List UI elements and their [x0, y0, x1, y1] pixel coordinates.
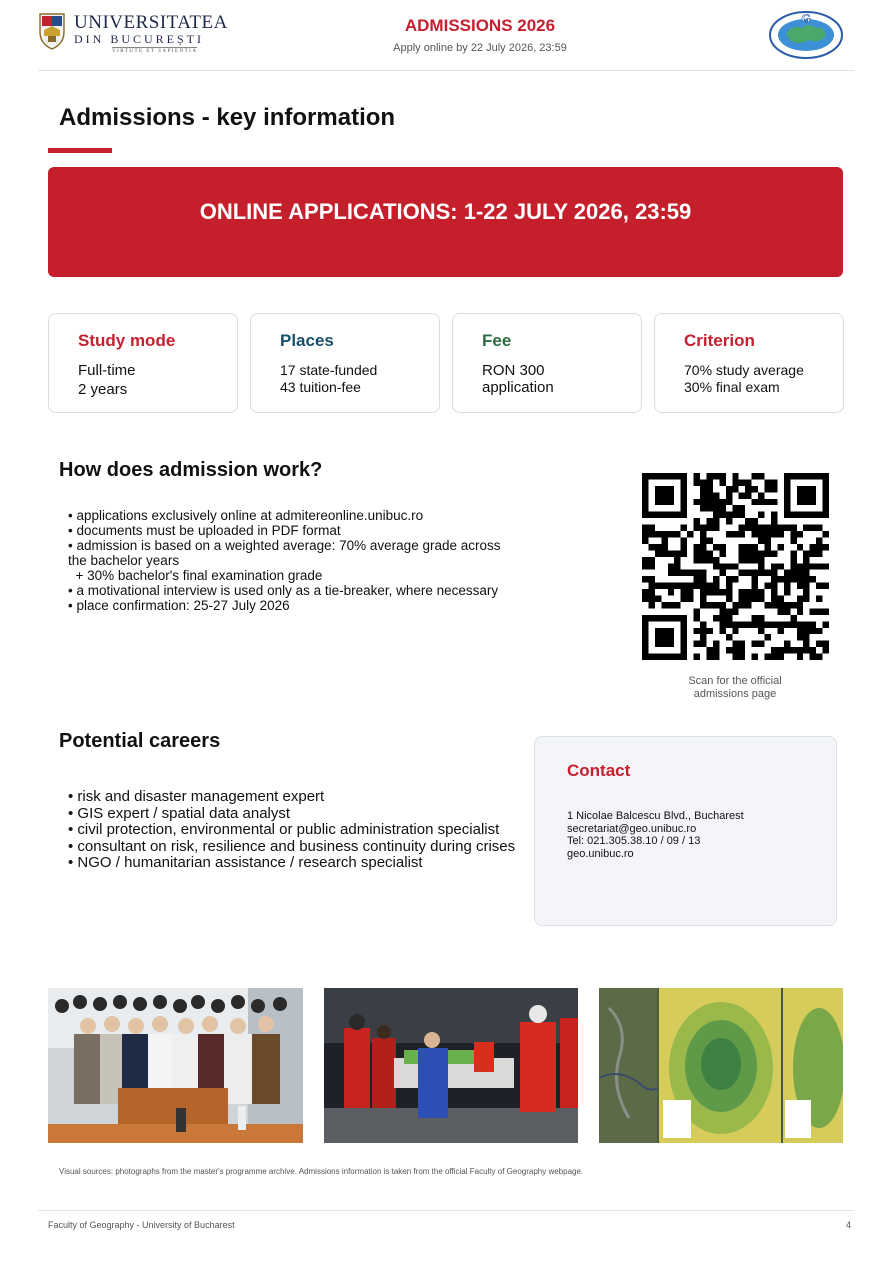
card-line-1: 70% study average — [684, 362, 804, 378]
card-places — [250, 313, 440, 413]
contact-website[interactable]: geo.unibuc.ro — [567, 847, 634, 860]
list-item: • civil protection, environmental or public administration specialist — [68, 821, 500, 838]
card-criterion — [654, 313, 844, 413]
contact-email[interactable]: secretariat@geo.unibuc.ro — [567, 822, 697, 835]
banner-text: ONLINE APPLICATIONS: 1-22 JULY 2026, 23:59 — [199, 199, 692, 224]
photo-rescue-exercise — [324, 988, 578, 1143]
faculty-seal-icon — [768, 10, 844, 60]
title-accent-rule — [48, 148, 112, 153]
page-title: Admissions - key information — [59, 104, 396, 131]
list-item: • applications exclusively online at admitereonline.unibuc.ro — [68, 508, 424, 523]
photo-risk-maps — [599, 988, 843, 1143]
card-line-1: Full-time — [78, 362, 136, 379]
card-line-1: 17 state-funded — [280, 362, 378, 378]
list-item: • GIS expert / spatial data analyst — [68, 804, 291, 822]
contact-title: Contact — [567, 761, 631, 780]
admission-list — [68, 508, 508, 613]
contact-address: 1 Nicolae Balcescu Blvd., Bucharest — [567, 810, 744, 822]
qr-caption: Scan for the official admissions page — [688, 675, 782, 700]
qr-code[interactable] — [642, 473, 829, 660]
page-number: 4 — [846, 1220, 852, 1230]
card-fee — [452, 313, 642, 413]
admission-heading: How does admission work? — [59, 459, 323, 481]
logo-motto: VIRTUTE ET SAPIENTIA — [112, 49, 198, 54]
applications-banner — [48, 167, 843, 277]
visual-sources-note: Visual sources: photographs from the master's programme archive. Admissions information is taken from the official Faculty of Geography webpage. — [59, 1167, 584, 1176]
list-item: • admission is based on a weighted average: 70% average grade across the bachelor years — [68, 538, 501, 568]
card-study-mode — [48, 313, 238, 413]
list-item: • NGO / humanitarian assistance / research specialist — [68, 854, 423, 871]
logo-line-1: UNIVERSITATEA — [74, 12, 228, 33]
card-title: Places — [280, 331, 334, 350]
logo-line-2: DIN BUCUREȘTI — [74, 32, 205, 46]
list-item: • place confirmation: 25-27 July 2026 — [68, 598, 290, 613]
list-item: + 30% bachelor's final examination grade — [68, 568, 323, 583]
card-title: Fee — [482, 331, 512, 350]
header-title: ADMISSIONS 2026 — [404, 16, 556, 35]
card-title: Study mode — [78, 331, 176, 350]
card-line-2: 43 tuition-fee — [280, 379, 361, 395]
card-line-2: 30% final exam — [684, 379, 780, 395]
contact-details — [567, 810, 744, 860]
header-subtitle: Apply online by 22 July 2026, 23:59 — [393, 42, 567, 54]
footer-divider — [38, 1210, 854, 1211]
photo-group-students — [48, 988, 303, 1143]
svg-text:G: G — [801, 11, 811, 25]
page-header — [38, 0, 854, 71]
footer-text: Faculty of Geography - University of Bucharest — [48, 1220, 235, 1230]
list-item: • a motivational interview is used only as a tie-breaker, where necessary — [68, 583, 499, 598]
list-item: • consultant on risk, resilience and business continuity during crises — [68, 837, 516, 855]
card-line-1: RON 300 — [482, 362, 545, 379]
card-title: Criterion — [684, 331, 755, 350]
careers-list — [68, 789, 518, 872]
card-line-2: application — [482, 379, 554, 396]
list-item: • documents must be uploaded in PDF format — [68, 523, 341, 538]
careers-heading: Potential careers — [59, 730, 221, 752]
list-item: • risk and disaster management expert — [68, 788, 325, 805]
contact-phone: Tel: 021.305.38.10 / 09 / 13 — [567, 835, 701, 847]
contact-box — [534, 736, 837, 926]
card-line-2: 2 years — [78, 381, 128, 398]
